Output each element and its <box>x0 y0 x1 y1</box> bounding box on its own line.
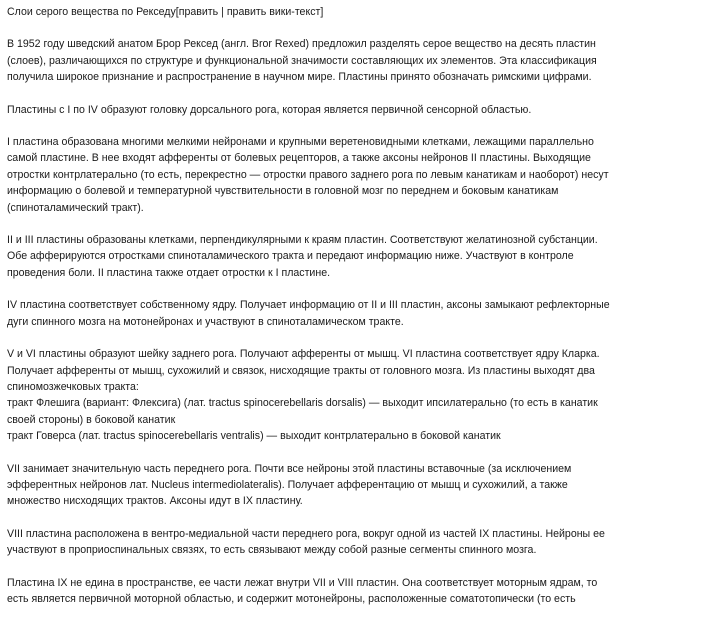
paragraph <box>7 102 697 118</box>
paragraph-line: II и III пластины образованы клетками, перпендикулярными к краям пластин. Соответствуют желатинозной субстанции. <box>7 234 598 247</box>
article-body <box>7 4 697 623</box>
section-heading <box>7 4 697 20</box>
paragraph-line: участвуют в проприоспинальных связях, то есть связывают между собой разные сегменты спинного мозга. <box>7 544 537 557</box>
paragraph-line: получила широкое признание и распространение в научном мире. Пластины принято обозначать римскими цифрами. <box>7 71 592 84</box>
edit-separator: | <box>218 6 227 18</box>
paragraph-line: тракт Говерса (лат. tractus spinocerebellaris ventralis) — выходит контрлатерально в боковой канатик <box>7 430 501 443</box>
paragraph-line: Пластина IX не едина в пространстве, ее части лежат внутри VII и VIII пластин. Она соответствует моторным ядрам, то <box>7 576 598 589</box>
paragraph-line: информацию о болевой и температурной чувствительности в головной мозг по переднем и боковым канатикам <box>7 185 559 198</box>
edit-bracket-close: ] <box>320 6 324 18</box>
paragraph-line: VIII пластина расположена в вентро-медиальной части переднего рога, вокруг одной из частей IX пластины. Нейроны ее <box>7 527 605 540</box>
paragraph <box>7 36 697 85</box>
paragraph-line: самой пластине. В нее входят афференты от болевых рецепторов, а также аксоны нейронов II пластины. Выходящие <box>7 152 591 165</box>
paragraph-line: (слоев), различающихся по структуре и функциональной значимости составляющих их элементов. Эта классификация <box>7 54 597 67</box>
paragraph-line: VII занимает значительную часть переднего рога. Почти все нейроны этой пластины вставочные (за исключением <box>7 462 572 475</box>
paragraph-line: отростки контрлатерально (то есть, перекрестно — отростки правого заднего рога по левым канатикам и наоборот) несут <box>7 168 609 181</box>
paragraph <box>7 346 697 444</box>
paragraph <box>7 297 697 330</box>
paragraph-line: Получает афференты от мышц, сухожилий и связок, нисходящие тракты от головного мозга. Из пластины выходят два <box>7 364 595 377</box>
paragraph-line: дуги спинного мозга на мотонейронах и участвуют в спиноталамическом тракте. <box>7 315 404 328</box>
paragraph-line: Пластины с I по IV образуют головку дорсального рога, которая является первичной сенсорной областью. <box>7 103 532 116</box>
paragraph-list <box>7 36 697 607</box>
paragraph <box>7 461 697 510</box>
edit-wiki-text-link[interactable]: править вики-текст <box>226 6 321 18</box>
edit-link[interactable]: править <box>178 6 219 18</box>
paragraph <box>7 526 697 559</box>
paragraph-line: (спиноталамический тракт). <box>7 201 144 214</box>
paragraph-line: I пластина образована многими мелкими нейронами и крупными веретеновидными клетками, лежащими параллельно <box>7 136 594 149</box>
paragraph-line: тракт Флешига (вариант: Флексига) (лат. tractus spinocerebellaris dorsalis) — выходит ипсилатерально (то есть в канатик <box>7 397 598 410</box>
paragraph <box>7 575 697 608</box>
paragraph-line: V и VI пластины образуют шейку заднего рога. Получают афференты от мышц. VI пластина соответствует ядру Кларка. <box>7 348 600 361</box>
edit-bracket-open: [ <box>175 6 179 18</box>
paragraph-line: проведения боли. II пластина также отдает отростки к I пластине. <box>7 266 331 279</box>
paragraph-line: В 1952 году шведский анатом Брор Рексед (англ. Bror Rexed) предложил разделять серое вещество на десять пластин <box>7 38 596 51</box>
paragraph-line: IV пластина соответствует собственному ядру. Получает информацию от II и III пластин, аксоны замыкают рефлекторные <box>7 299 610 312</box>
paragraph <box>7 232 697 281</box>
paragraph-line: множество нисходящих трактов. Аксоны идут в IX пластину. <box>7 495 303 508</box>
paragraph-line: своей стороны) в боковой канатик <box>7 413 176 426</box>
paragraph-line: спиномозжечковых тракта: <box>7 380 139 393</box>
paragraph <box>7 134 697 216</box>
section-title: Слои серого вещества по Рекседу <box>7 6 176 18</box>
paragraph-line: эфферентных нейронов лат. Nucleus intermediolateralis). Получает афферентацию от мышц и сухожилий, а также <box>7 478 568 491</box>
paragraph-line: Обе афферируются отростками спиноталамического тракта и передают информацию ниже. Участвуют в контроле <box>7 250 574 263</box>
paragraph-line: есть является первичной моторной областью, и содержит мотонейроны, расположенные соматотопически (то есть <box>7 592 576 605</box>
